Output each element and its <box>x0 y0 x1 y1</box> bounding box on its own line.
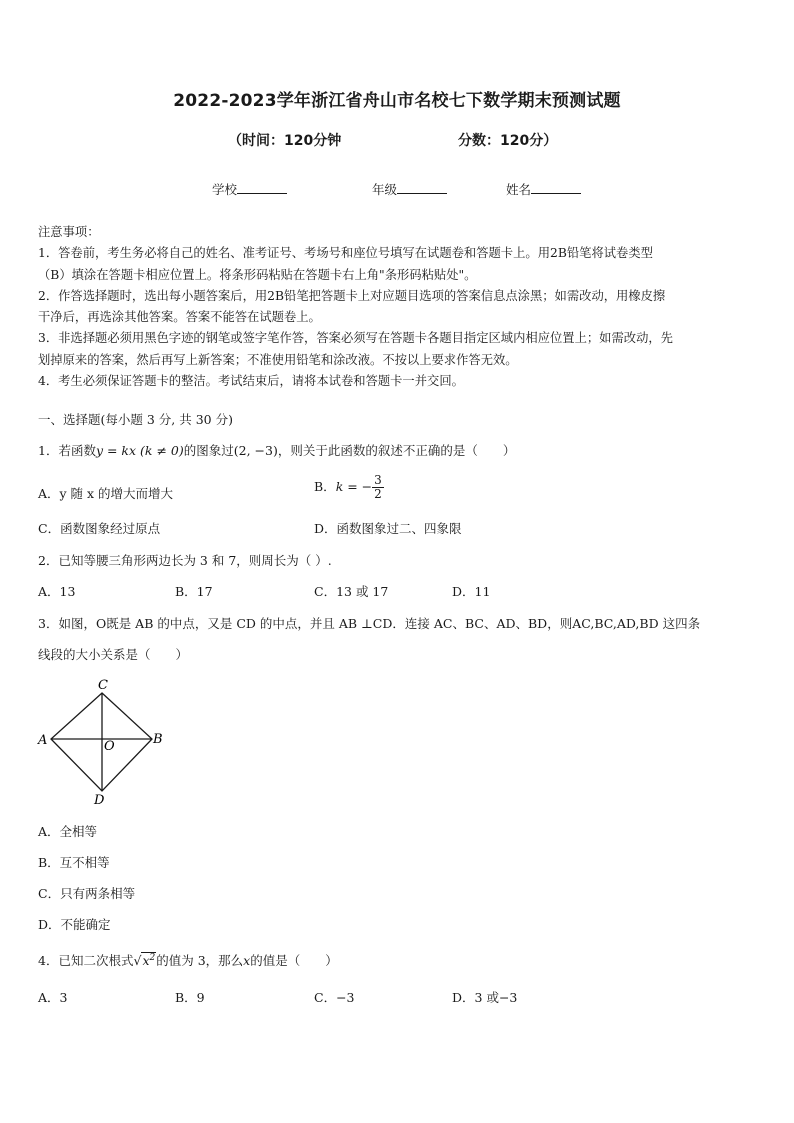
q1-option-b-lhs: k = − <box>335 479 373 494</box>
q1-formula: y = kx (k ≠ 0) <box>95 443 184 458</box>
name-label: 姓名 <box>506 182 532 197</box>
question-3-line-2: 线段的大小关系是（ ） <box>38 647 189 662</box>
q1-point: (2, −3) <box>233 443 278 458</box>
q4-exponent: 2 <box>149 952 156 963</box>
q4-option-a[interactable]: A．3 <box>38 990 68 1005</box>
q3-option-d[interactable]: D．不能确定 <box>38 917 111 932</box>
q4-prefix: 4．已知二次根式 <box>38 953 134 968</box>
q4-radicand-var: x <box>142 953 150 968</box>
q1-option-a[interactable]: A．y 随 x 的增大而增大 <box>38 486 174 501</box>
notes-line: 1．答卷前，考生务必将自己的姓名、准考证号、考场号和座位号填写在试题卷和答题卡上。用2B铅笔将试卷类型 <box>38 246 653 261</box>
notes-line: （B）填涂在答题卡相应位置上。将条形码粘贴在答题卡右上角"条形码粘贴处"。 <box>38 267 477 282</box>
notes-line: 干净后，再选涂其他答案。答案不能答在试题卷上。 <box>38 310 321 325</box>
grade-field[interactable] <box>372 180 447 198</box>
sqrt-symbol: √ <box>133 953 142 968</box>
q3-option-c[interactable]: C．只有两条相等 <box>38 886 136 901</box>
fraction-numerator: 3 <box>374 473 382 487</box>
grade-label: 年级 <box>372 182 398 197</box>
q2-option-b[interactable]: B．17 <box>175 584 213 599</box>
q1-prefix: 1．若函数 <box>38 443 96 458</box>
q2-option-c[interactable]: C．13 或 17 <box>314 584 389 599</box>
q4-var: x <box>243 953 251 968</box>
notes-line: 划掉原来的答案，然后再写上新答案；不准使用铅笔和涂改液。不按以上要求作答无效。 <box>38 352 518 367</box>
question-3-line-1: 3．如图，O既是 AB 的中点，又是 CD 的中点，并且 AB ⊥CD．连接 AC、BC、AD、BD，则AC,BC,AD,BD 这四条 <box>38 616 701 631</box>
page-title: 2022-2023学年浙江省舟山市名校七下数学期末预测试题 <box>173 91 621 111</box>
school-field[interactable] <box>212 180 287 198</box>
notes-line: 2．作答选择题时，选出每小题答案后，用2B铅笔把答题卡上对应题目选项的答案信息点涂黑；如需改动，用橡皮擦 <box>38 288 666 303</box>
notes-block <box>38 222 760 392</box>
name-field[interactable] <box>506 180 581 198</box>
label-c: C <box>98 678 108 693</box>
grade-blank[interactable] <box>397 181 447 194</box>
name-blank[interactable] <box>531 181 581 194</box>
notes-line: 3．非选择题必须用黑色字迹的钢笔或签字笔作答，答案必须写在答题卡各题目指定区域内相应位置上；如需改动，先 <box>38 331 673 346</box>
label-a: A <box>38 733 48 748</box>
q1-mid: 的图象过 <box>183 443 234 458</box>
q1-option-b-prefix: B． <box>314 479 336 494</box>
label-b: B <box>153 732 163 747</box>
q1-option-b-fraction <box>372 474 384 501</box>
q3-option-b[interactable]: B．互不相等 <box>38 855 110 870</box>
q4-option-b[interactable]: B．9 <box>175 990 205 1005</box>
fraction-denominator: 2 <box>374 487 382 501</box>
q1-option-c[interactable]: C．函数图象经过原点 <box>38 521 161 536</box>
question-4 <box>38 951 338 969</box>
label-d: D <box>94 793 105 808</box>
school-blank[interactable] <box>237 181 287 194</box>
question-1 <box>38 441 515 459</box>
label-o: O <box>104 739 115 754</box>
q2-option-a[interactable]: A．13 <box>38 584 76 599</box>
notes-heading: 注意事项： <box>38 225 100 239</box>
q1-suffix: ，则关于此函数的叙述不正确的是（ ） <box>277 443 516 458</box>
q4-suffix-a: 的值为 3，那么 <box>156 953 244 968</box>
q4-option-d[interactable]: D．3 或−3 <box>452 990 518 1005</box>
notes-line: 4．考生必须保证答题卡的整洁。考试结束后，请将本试卷和答题卡一并交回。 <box>38 374 464 389</box>
q1-option-d[interactable]: D．函数图象过二、四象限 <box>314 521 462 536</box>
q1-option-b[interactable] <box>314 474 384 501</box>
school-label: 学校 <box>212 182 238 197</box>
score-label: 分数：120分） <box>458 133 558 149</box>
q4-suffix-b: 的值是（ ） <box>250 953 338 968</box>
time-label: （时间：120分钟 <box>228 133 342 149</box>
rhombus-figure <box>34 676 174 808</box>
q3-option-a[interactable]: A．全相等 <box>38 824 98 839</box>
section-heading: 一、选择题(每小题 3 分, 共 30 分) <box>38 412 233 427</box>
q4-radicand <box>141 952 156 968</box>
q2-option-d[interactable]: D．11 <box>452 584 491 599</box>
q4-option-c[interactable]: C．−3 <box>314 990 355 1005</box>
question-2: 2．已知等腰三角形两边长为 3 和 7，则周长为（ ）. <box>38 553 332 568</box>
